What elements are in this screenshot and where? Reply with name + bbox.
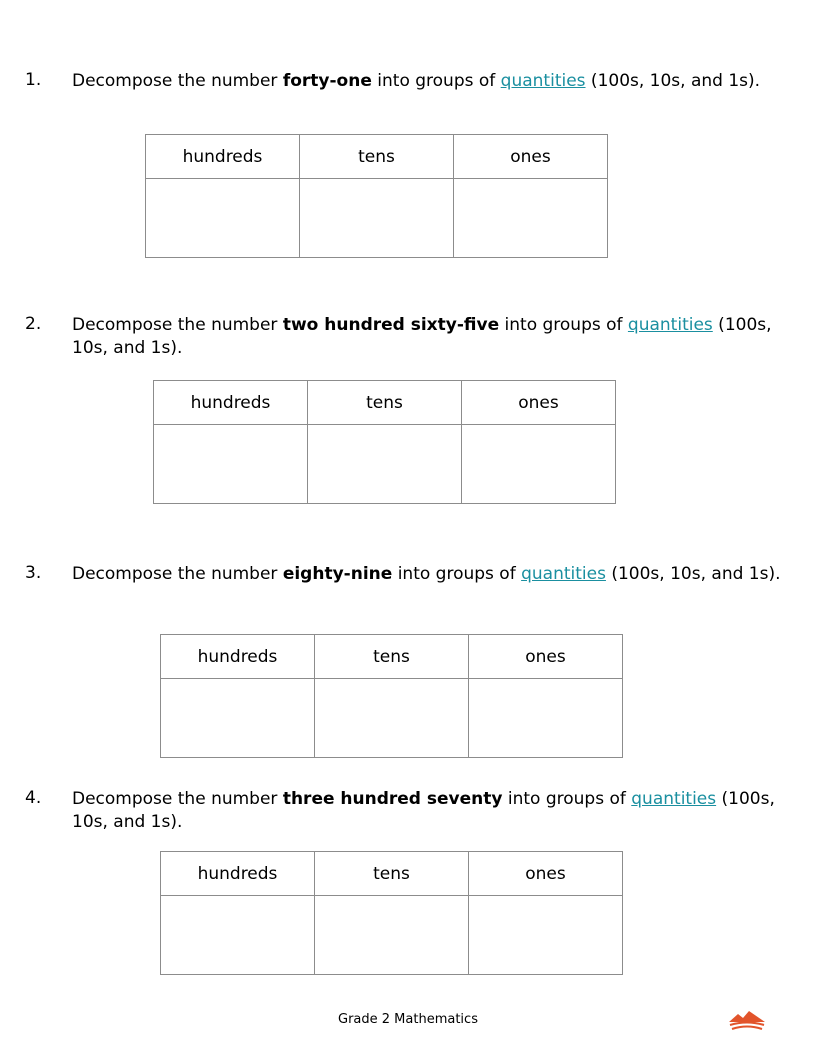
answer-cell-ones[interactable] [462,425,616,504]
place-value-table-1 [145,134,608,258]
question-text: Decompose the number three hundred seventy into groups of quantities (100s, 10s, and 1s). [72,789,775,832]
header-hundreds: hundreds [154,381,308,425]
answer-cell-ones[interactable] [469,679,623,758]
answer-cell-tens[interactable] [315,896,469,975]
answer-cell-hundreds[interactable] [146,179,300,258]
header-ones: ones [469,852,623,896]
place-value-table-4 [160,851,623,975]
quantities-link[interactable]: quantities [500,71,586,91]
header-tens: tens [315,852,469,896]
answer-cell-tens[interactable] [308,425,462,504]
quantities-link[interactable]: quantities [631,789,717,809]
quantities-link[interactable]: quantities [521,564,606,584]
place-value-table-2 [153,380,616,504]
question-number: 2. [25,314,42,334]
question-number: 1. [25,70,42,90]
header-tens: tens [308,381,462,425]
header-hundreds: hundreds [146,135,300,179]
header-tens: tens [315,635,469,679]
answer-cell-hundreds[interactable] [161,679,315,758]
question-text: Decompose the number two hundred sixty-five into groups of quantities (100s, 10s, and 1s). [72,315,772,358]
answer-cell-hundreds[interactable] [161,896,315,975]
question-text: Decompose the number forty-one into groups of quantities (100s, 10s, and 1s). [72,71,761,91]
header-ones: ones [469,635,623,679]
answer-cell-ones[interactable] [454,179,608,258]
number-words: forty-one [282,71,372,91]
footer-label: Grade 2 Mathematics [338,1012,478,1027]
answer-cell-tens[interactable] [315,679,469,758]
mountain-logo-icon [728,1008,766,1032]
question-number: 4. [25,788,42,808]
question-number: 3. [25,563,42,583]
header-hundreds: hundreds [161,635,315,679]
answer-cell-ones[interactable] [469,896,623,975]
answer-cell-tens[interactable] [300,179,454,258]
header-hundreds: hundreds [161,852,315,896]
question-text: Decompose the number eighty-nine into groups of quantities (100s, 10s, and 1s). [72,564,781,584]
place-value-table-3 [160,634,623,758]
header-tens: tens [300,135,454,179]
number-words: three hundred seventy [282,789,503,809]
answer-cell-hundreds[interactable] [154,425,308,504]
number-words: eighty-nine [282,564,393,584]
header-ones: ones [454,135,608,179]
header-ones: ones [462,381,616,425]
quantities-link[interactable]: quantities [627,315,713,335]
number-words: two hundred sixty-five [282,315,500,335]
